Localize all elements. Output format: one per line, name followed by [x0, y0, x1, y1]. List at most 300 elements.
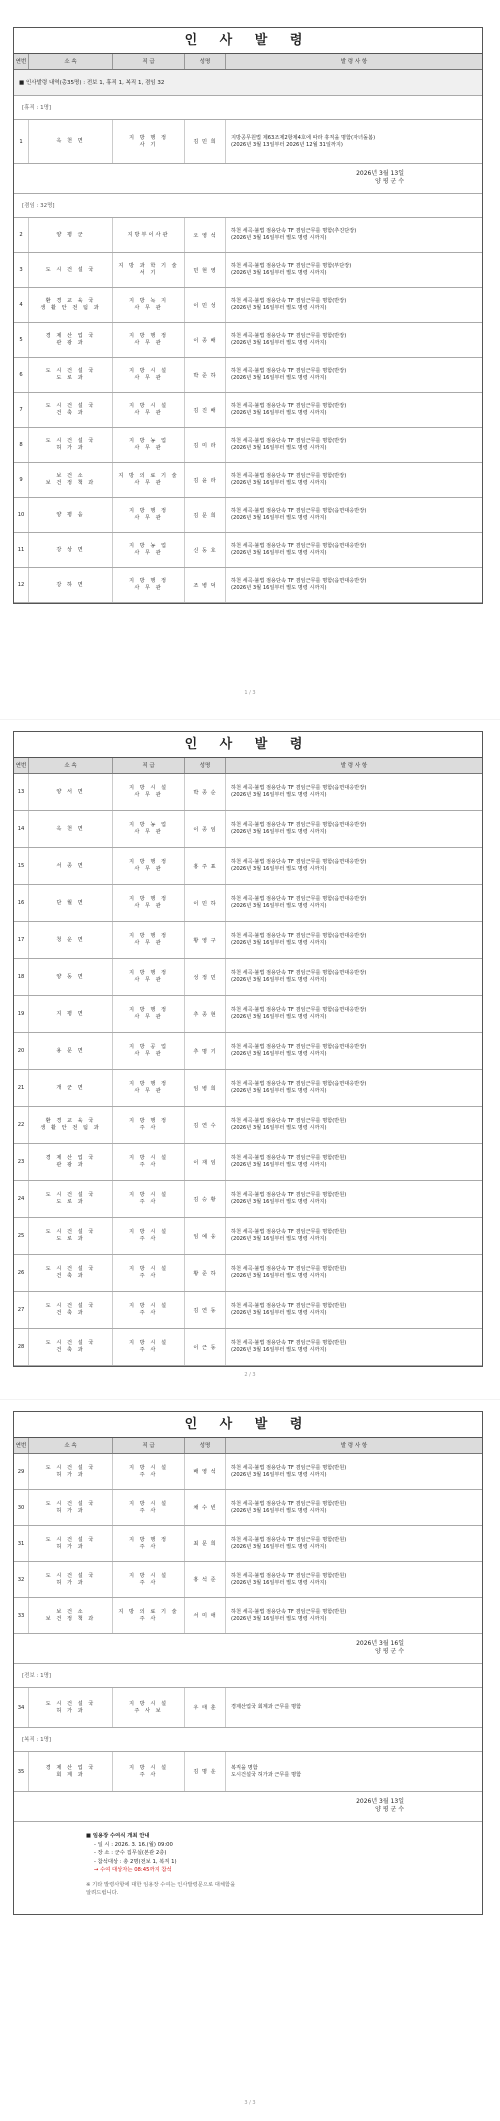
row-rank	[113, 1752, 185, 1791]
row-number-text: 25	[17, 1233, 25, 1239]
row-number	[14, 1526, 29, 1561]
row-rank	[113, 774, 185, 810]
row-detail-text: 하천 세곡·불법 점용단속 TF 겸임근무를 명함(반장) (2026년 3월 16일부터 별도 명령 시까지)	[231, 403, 347, 416]
row-name-text: 민 현 영	[193, 267, 217, 274]
row-department	[29, 288, 113, 322]
row-name-text: 이 근 동	[193, 1344, 217, 1351]
row-name-text: 홍 주 표	[193, 863, 217, 870]
table-row	[14, 1181, 482, 1218]
row-number	[14, 1033, 29, 1069]
row-department	[29, 218, 113, 252]
row-name-text: 이 재 임	[193, 1159, 217, 1166]
row-number-text: 28	[17, 1344, 25, 1350]
table-row	[14, 288, 482, 323]
header-rank: 직 급	[113, 54, 185, 69]
row-rank-text: 지 방 의 료 기 술 사 무 관	[118, 473, 179, 486]
row-number-text: 13	[17, 789, 25, 795]
row-number-text: 9	[19, 477, 23, 483]
row-number-text: 8	[19, 442, 23, 448]
order-summary: ■ 인사발령 내역(총35명) : 전보 1, 휴직 1, 복직 1, 겸임 32	[14, 70, 482, 96]
notice-datetime: - 일 시 : 2026. 3. 16.(월) 09:00	[94, 1841, 173, 1848]
row-department	[29, 1454, 113, 1489]
row-detail	[226, 922, 482, 958]
row-detail	[226, 428, 482, 462]
row-rank	[113, 848, 185, 884]
row-detail-text: 하천 세곡·불법 점용단속 TF 겸임근무를 명함(반장) (2026년 3월 16일부터 별도 명령 시까지)	[231, 298, 347, 311]
header-name: 성명	[185, 54, 226, 69]
row-detail	[226, 1070, 482, 1106]
row-detail	[226, 1144, 482, 1180]
signature-block-1: 2026년 3월 13일 양 평 군 수	[14, 164, 482, 194]
row-detail-text: 하천 세곡·불법 점용단속 TF 겸임근무를 명함(반원) (2026년 3월 16일부터 별도 명령 시까지)	[231, 1192, 347, 1205]
row-rank-text: 지 방 녹 지 사 무 관	[129, 298, 168, 311]
row-name	[185, 1181, 226, 1217]
row-detail-text: 하천 세곡·불법 점용단속 TF 겸임근무를 명함(반장) (2026년 3월 16일부터 별도 명령 시까지)	[231, 368, 347, 381]
row-department	[29, 1107, 113, 1143]
row-department-text: 도 시 건 설 국 허 가 과	[45, 1500, 96, 1514]
row-number	[14, 922, 29, 958]
row-department-text: 옥 천 면	[56, 138, 85, 144]
row-name-text: 김 문 희	[193, 512, 217, 519]
row-number-text: 17	[17, 937, 25, 943]
row-name	[185, 774, 226, 810]
row-department	[29, 428, 113, 462]
row-name-text: 조 병 덕	[193, 582, 217, 589]
row-rank	[113, 922, 185, 958]
row-number	[14, 428, 29, 462]
page-title: 인 사 발 령	[14, 28, 482, 54]
header-detail: 발 령 사 항	[340, 763, 368, 769]
header-dept: 소 속	[29, 54, 113, 69]
row-department-text: 환 경 교 육 국 생 활 안 전 팀 과	[40, 298, 101, 311]
row-rank-text: 지 방 행 정 사 무 관	[129, 1007, 168, 1020]
row-name-text: 김 명 운	[193, 1769, 217, 1775]
row-department-text: 도 시 건 설 국 도 로 과	[45, 1192, 96, 1205]
table-row	[14, 1490, 482, 1526]
row-detail-text: 하천 세곡·불법 점용단속 TF 겸임근무를 명함(반원) (2026년 3월 16일부터 별도 명령 시까지)	[231, 1266, 347, 1279]
row-department	[29, 1329, 113, 1365]
row-number-text: 24	[17, 1196, 25, 1202]
row-number	[14, 959, 29, 995]
page-number-2: 2 / 3	[244, 1372, 256, 1378]
row-number-text: 1	[19, 138, 23, 145]
row-number	[14, 1598, 29, 1633]
row-department	[29, 1688, 113, 1727]
row-number-text: 33	[17, 1612, 25, 1619]
row-department	[29, 1490, 113, 1525]
row-detail	[226, 120, 482, 163]
row-name	[185, 1218, 226, 1254]
row-department	[29, 774, 113, 810]
row-detail	[226, 996, 482, 1032]
table-row	[14, 323, 482, 358]
table-row	[14, 922, 482, 959]
row-rank	[113, 288, 185, 322]
table-row	[14, 358, 482, 393]
row-detail-text: 하천 세곡·불법 점용단속 TF 겸임근무를 명함(반원) (2026년 3월 16일부터 별도 명령 시까지)	[231, 1608, 347, 1622]
row-number	[14, 120, 29, 163]
notice-footnote: ※ 기타 발령사항에 대한 임용장 수여는 인사발령문으로 대체함을 알려드립니다.	[86, 1881, 236, 1896]
row-department	[29, 533, 113, 567]
row-name	[185, 1107, 226, 1143]
row-detail	[226, 1033, 482, 1069]
row-detail-text: 하천 세곡·불법 점용단속 TF 겸임근무를 명함(반원) (2026년 3월 16일부터 별도 명령 시까지)	[231, 1229, 347, 1242]
row-number-text: 16	[17, 900, 25, 906]
row-department-text: 개 군 면	[56, 1084, 85, 1091]
row-number-text: 14	[17, 826, 25, 832]
row-rank	[113, 323, 185, 357]
row-department-text: 환 경 교 육 국 생 활 안 전 팀 과	[40, 1118, 101, 1131]
row-detail-text: 하천 세곡·불법 점용단속 TF 겸임근무를 명함(부단장) (2026년 3월 16일부터 별도 명령 시까지)	[231, 263, 352, 276]
row-detail-text: 하천 세곡·불법 점용단속 TF 겸임근무를 명함(읍면대응반장) (2026년 3월 16일부터 별도 명령 시까지)	[231, 896, 367, 909]
row-number-text: 12	[17, 582, 25, 588]
row-department	[29, 922, 113, 958]
row-name	[185, 323, 226, 357]
table-row	[14, 1255, 482, 1292]
row-number-text: 3	[19, 267, 23, 273]
row-name-text: 황 영 구	[193, 937, 217, 944]
row-name	[185, 1598, 226, 1633]
row-rank	[113, 1107, 185, 1143]
row-name	[185, 288, 226, 322]
row-rank	[113, 1490, 185, 1525]
row-rank-text: 지 방 시 설 사 무 관	[129, 403, 168, 416]
row-rank-text: 지 방 시 설 사 무 관	[129, 785, 168, 798]
row-detail	[226, 1181, 482, 1217]
row-detail-text: 하천 세곡·불법 점용단속 TF 겸임근무를 명함(반원) (2026년 3월 16일부터 별도 명령 시까지)	[231, 1464, 347, 1478]
row-name	[185, 1688, 226, 1727]
personnel-order-table-2	[13, 731, 483, 1367]
row-number-text: 22	[17, 1122, 25, 1128]
concurrent-rows-2	[14, 774, 482, 1366]
notice-arrival: → 수여 대상자는 08:45까지 참석	[94, 1867, 172, 1873]
row-department	[29, 1562, 113, 1597]
row-rank	[113, 1526, 185, 1561]
row-name	[185, 885, 226, 921]
row-department-text: 도 시 건 설 국 허 가 과	[45, 1464, 96, 1478]
row-number-text: 20	[17, 1048, 25, 1054]
row-department-text: 도 시 건 설 국	[45, 266, 96, 273]
row-rank	[113, 1454, 185, 1489]
row-name	[185, 959, 226, 995]
row-detail	[226, 218, 482, 252]
row-name-text: 성 정 민	[193, 974, 217, 981]
personnel-order-table-3	[13, 1411, 483, 1915]
row-number-text: 32	[17, 1576, 25, 1583]
ceremony-notice	[14, 1822, 482, 1914]
row-name	[185, 1292, 226, 1328]
row-name	[185, 533, 226, 567]
row-detail	[226, 885, 482, 921]
table-row	[14, 1598, 482, 1634]
row-name-text: 서 미 애	[193, 1613, 217, 1619]
header-detail: 발 령 사 항	[340, 59, 368, 65]
row-number	[14, 1752, 29, 1791]
row-department-text: 보 건 소 보 건 정 책 과	[45, 473, 96, 486]
row-detail-text: 복직을 명함 도시건설국 허가과 근무를 명함	[231, 1764, 302, 1778]
notice-title: ■ 임용장 수여식 개최 안내	[86, 1833, 150, 1839]
row-department-text: 양 서 면	[56, 788, 85, 795]
row-name-text: 이 종 배	[193, 337, 217, 344]
table-row	[14, 1454, 482, 1490]
row-detail	[226, 253, 482, 287]
table-row	[14, 885, 482, 922]
row-detail	[226, 568, 482, 602]
row-name	[185, 922, 226, 958]
row-rank	[113, 1562, 185, 1597]
row-department-text: 청 운 면	[56, 936, 85, 943]
notice-attendees: - 참석대상 : 총 2명(전보 1, 복직 1)	[94, 1858, 177, 1865]
row-rank	[113, 568, 185, 602]
row-name-text: 이 종 임	[193, 826, 217, 833]
row-detail	[226, 463, 482, 497]
row-name	[185, 1255, 226, 1291]
row-department	[29, 498, 113, 532]
row-name-text: 우 태 훈	[193, 1705, 217, 1711]
row-name	[185, 568, 226, 602]
row-rank-text: 지 방 시 설 주 사	[129, 1764, 168, 1778]
row-rank-text: 지 방 농 업 사 무 관	[129, 822, 168, 835]
row-number	[14, 568, 29, 602]
row-number	[14, 393, 29, 427]
header-rank: 직 급	[113, 758, 185, 773]
row-department-text: 보 건 소 보 건 정 책 과	[45, 1608, 96, 1622]
row-rank-text: 지 방 행 정 사 무 관	[129, 859, 168, 872]
row-rank-text: 지 방 공 업 사 무 관	[129, 1044, 168, 1057]
row-number	[14, 1107, 29, 1143]
row-number-text: 35	[17, 1768, 25, 1775]
row-number	[14, 498, 29, 532]
row-name-text: 임 병 희	[193, 1085, 217, 1092]
row-department-text: 옥 천 면	[56, 825, 85, 832]
row-detail-text: 하천 세곡·불법 점용단속 TF 겸임근무를 명함(읍면대응반장) (2026년 3월 16일부터 별도 명령 시까지)	[231, 508, 367, 521]
table-row	[14, 1526, 482, 1562]
row-rank	[113, 1144, 185, 1180]
table-row	[14, 568, 482, 603]
row-number	[14, 1329, 29, 1365]
row-name-text: 박 준 하	[193, 372, 217, 379]
table-row	[14, 1218, 482, 1255]
row-rank	[113, 1255, 185, 1291]
table-header-3	[14, 1438, 482, 1454]
header-no: 연번	[14, 1438, 29, 1453]
row-department-text: 강 상 면	[56, 546, 85, 553]
row-rank-text: 지 방 시 설 주 사	[129, 1464, 168, 1478]
row-number	[14, 253, 29, 287]
row-department-text: 양 평 읍	[56, 511, 85, 518]
row-number	[14, 1490, 29, 1525]
row-name-text: 이 민 성	[193, 302, 217, 309]
row-department-text: 도 시 건 설 국 건 축 과	[45, 1340, 96, 1353]
row-rank-text: 지 방 시 설 주 사	[129, 1572, 168, 1586]
table-row	[14, 533, 482, 568]
row-detail-text: 하천 세곡·불법 점용단속 TF 겸임근무를 명함(읍면대응반장) (2026년 3월 16일부터 별도 명령 시까지)	[231, 970, 367, 983]
row-name	[185, 253, 226, 287]
concurrent-rows-3	[14, 1454, 482, 1634]
row-rank	[113, 1218, 185, 1254]
row-department	[29, 848, 113, 884]
row-detail	[226, 393, 482, 427]
row-number	[14, 1255, 29, 1291]
row-rank-text: 지 방 행 정 사 무 관	[129, 508, 168, 521]
row-number	[14, 1181, 29, 1217]
row-department	[29, 811, 113, 847]
row-rank-text: 지 방 행 정 주 사	[129, 1118, 168, 1131]
page-number-1: 1 / 3	[244, 690, 256, 696]
row-department	[29, 323, 113, 357]
row-rank	[113, 428, 185, 462]
row-name	[185, 498, 226, 532]
row-number	[14, 288, 29, 322]
row-detail	[226, 1490, 482, 1525]
document-page-2	[0, 720, 500, 1400]
row-department-text: 도 시 건 설 국 건 축 과	[45, 403, 96, 416]
row-detail-text: 하천 세곡·불법 점용단속 TF 겸임근무를 명함(반원) (2026년 3월 16일부터 별도 명령 시까지)	[231, 1118, 347, 1131]
row-name-text: 추 종 현	[193, 1011, 217, 1018]
return-rows	[14, 1752, 482, 1792]
table-row	[14, 120, 482, 164]
row-rank	[113, 811, 185, 847]
row-rank-text: 지 방 시 설 주 사	[129, 1500, 168, 1514]
row-name	[185, 393, 226, 427]
row-detail-text: 하천 세곡·불법 점용단속 TF 겸임근무를 명함(반원) (2026년 3월 16일부터 별도 명령 시까지)	[231, 1572, 347, 1586]
row-detail	[226, 358, 482, 392]
row-number-text: 11	[17, 547, 25, 553]
row-name	[185, 996, 226, 1032]
table-row	[14, 1033, 482, 1070]
personnel-order-table	[13, 27, 483, 604]
table-row	[14, 218, 482, 253]
row-detail	[226, 1255, 482, 1291]
row-number	[14, 1562, 29, 1597]
row-name	[185, 358, 226, 392]
row-rank	[113, 1033, 185, 1069]
row-name-text: 박 종 순	[193, 789, 217, 796]
row-department-text: 단 월 면	[56, 899, 85, 906]
table-row	[14, 253, 482, 288]
row-name	[185, 463, 226, 497]
row-detail-text: 하천 세곡·불법 점용단속 TF 겸임근무를 명함(추진단장) (2026년 3월 16일부터 별도 명령 시까지)	[231, 228, 357, 241]
row-rank-text: 지 방 시 설 주 사	[129, 1155, 168, 1168]
page-title-3: 인 사 발 령	[14, 1412, 482, 1438]
row-rank	[113, 463, 185, 497]
signature-block-2: 2026년 3월 16일 양 평 군 수	[14, 1634, 482, 1664]
row-number-text: 29	[17, 1468, 25, 1475]
row-number-text: 26	[17, 1270, 25, 1276]
table-row	[14, 1292, 482, 1329]
header-name: 성명	[185, 758, 226, 773]
table-row	[14, 811, 482, 848]
row-detail	[226, 288, 482, 322]
row-number	[14, 811, 29, 847]
row-department	[29, 1181, 113, 1217]
row-department	[29, 253, 113, 287]
row-number	[14, 463, 29, 497]
row-rank-text: 지 방 시 설 주 사	[129, 1229, 168, 1242]
row-number-text: 15	[17, 863, 25, 869]
row-number-text: 2	[19, 232, 23, 238]
table-row	[14, 1688, 482, 1728]
row-detail	[226, 959, 482, 995]
row-rank-text: 지 방 행 정 사 무 관	[129, 578, 168, 591]
table-row	[14, 463, 482, 498]
row-name	[185, 1454, 226, 1489]
row-rank-text: 지 방 농 업 사 무 관	[129, 543, 168, 556]
row-rank	[113, 1329, 185, 1365]
row-detail-text: 지방공무원법 제63조제2항제4호에 따라 휴직을 명함(자녀돌봄) (2026년 3월 13일부터 2026년 12월 31일까지)	[231, 134, 376, 148]
row-detail-text: 하천 세곡·불법 점용단속 TF 겸임근무를 명함(읍면대응반장) (2026년 3월 16일부터 별도 명령 시까지)	[231, 785, 367, 798]
row-detail-text: 하천 세곡·불법 점용단속 TF 겸임근무를 명함(읍면대응반장) (2026년 3월 16일부터 별도 명령 시까지)	[231, 859, 367, 872]
row-number-text: 31	[17, 1540, 25, 1547]
table-row	[14, 1070, 482, 1107]
header-rank: 직 급	[113, 1438, 185, 1453]
row-department	[29, 1255, 113, 1291]
row-department-text: 도 시 건 설 국 건 축 과	[45, 1303, 96, 1316]
row-name-text: 오 영 석	[193, 232, 217, 239]
row-detail	[226, 1598, 482, 1633]
table-row	[14, 1562, 482, 1598]
row-rank	[113, 120, 185, 163]
header-detail: 발 령 사 항	[340, 1443, 368, 1449]
row-detail-text: 하천 세곡·불법 점용단속 TF 겸임근무를 명함(반원) (2026년 3월 16일부터 별도 명령 시까지)	[231, 1303, 347, 1316]
row-department	[29, 996, 113, 1032]
row-department	[29, 568, 113, 602]
row-department-text: 도 시 건 설 국 건 축 과	[45, 1266, 96, 1279]
row-department-text: 강 하 면	[56, 581, 85, 588]
row-department-text: 도 시 건 설 국 허 가 과	[45, 1536, 96, 1550]
table-row	[14, 848, 482, 885]
header-no: 연번	[14, 758, 29, 773]
table-row	[14, 996, 482, 1033]
row-number-text: 27	[17, 1307, 25, 1313]
row-department	[29, 1070, 113, 1106]
row-number	[14, 533, 29, 567]
row-name-text: 김 윤 라	[193, 477, 217, 484]
row-department	[29, 1292, 113, 1328]
row-name	[185, 218, 226, 252]
row-number-text: 6	[19, 372, 23, 378]
signature-block-3: 2026년 3월 13일 양 평 군 수	[14, 1792, 482, 1822]
row-name	[185, 848, 226, 884]
row-rank	[113, 1598, 185, 1633]
row-rank-text: 지 방 시 설 주 사	[129, 1340, 168, 1353]
row-rank	[113, 498, 185, 532]
row-detail-text: 하천 세곡·불법 점용단속 TF 겸임근무를 명함(읍면대응반장) (2026년 3월 16일부터 별도 명령 시까지)	[231, 1044, 367, 1057]
row-detail	[226, 848, 482, 884]
row-detail	[226, 1329, 482, 1365]
row-rank-text: 지 방 행 정 사 무 관	[129, 333, 168, 346]
row-detail-text: 하천 세곡·불법 점용단속 TF 겸임근무를 명함(반원) (2026년 3월 16일부터 별도 명령 시까지)	[231, 1340, 347, 1353]
row-rank	[113, 1292, 185, 1328]
row-number-text: 7	[19, 407, 23, 413]
row-number-text: 34	[17, 1704, 25, 1711]
row-detail	[226, 1292, 482, 1328]
row-number-text: 30	[17, 1504, 25, 1511]
row-detail	[226, 1688, 482, 1727]
row-number	[14, 323, 29, 357]
row-rank	[113, 996, 185, 1032]
row-detail-text: 하천 세곡·불법 점용단속 TF 겸임근무를 명함(읍면대응반장) (2026년 3월 16일부터 별도 명령 시까지)	[231, 543, 367, 556]
row-name-text: 황 준 하	[193, 1270, 217, 1277]
row-number-text: 5	[19, 337, 23, 343]
row-name	[185, 1526, 226, 1561]
row-department	[29, 959, 113, 995]
row-number	[14, 1218, 29, 1254]
row-department	[29, 885, 113, 921]
row-rank	[113, 959, 185, 995]
row-department	[29, 1033, 113, 1069]
row-department-text: 도 시 건 설 국 허 가 과	[45, 438, 96, 451]
